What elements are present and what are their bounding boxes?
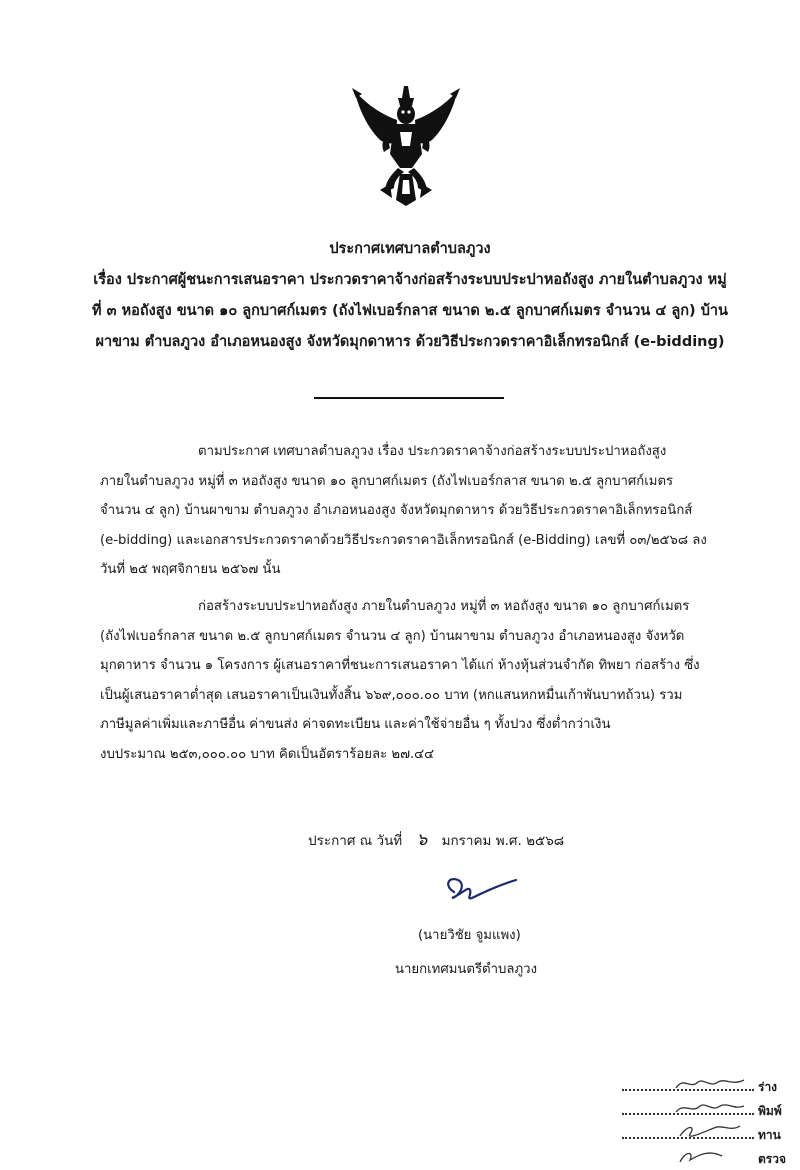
initials-scrawl [670,1146,750,1166]
initials-dotted-line [622,1137,754,1139]
announcement-day-handwritten: ๖ [416,830,428,850]
initials-scrawl [670,1098,750,1118]
initials-row [622,1074,800,1098]
title-block [70,234,750,358]
paragraph-1-line: วันที่ ๒๕ พฤศจิกายน ๒๕๖๗ นั้น [100,562,281,577]
paragraph-2-line: มุกดาหาร จำนวน ๑ โครงการ ผู้เสนอราคาที่ชนะการเสนอราคา ได้แก่ ห้างหุ้นส่วนจำกัด ทิพยา ก่อสร้าง ซึ่ง [100,658,700,673]
initials-label: ทาน [758,1128,781,1142]
title-divider [314,397,504,399]
announcement-date [308,826,564,853]
announcement-suffix: มกราคม พ.ศ. ๒๕๖๘ [441,833,565,849]
signer-position: นายกเทศมนตรีตำบลภูวง [395,962,538,977]
initials-row [622,1122,800,1146]
subject-line-3: ผาขาม ตำบลภูวง อำเภอหนองสูง จังหวัดมุกดาหาร ด้วยวิธีประกวดราคาอิเล็กทรอนิกส์ (e-bidding) [95,334,725,350]
initials-dotted-line [622,1113,754,1115]
initials-row [622,1146,800,1170]
paragraph-2 [100,592,720,769]
paragraph-1-line: จำนวน ๔ ลูก) บ้านผาขาม ตำบลภูวง อำเภอหนองสูง จังหวัดมุกดาหาร ด้วยวิธีประกวดราคาอิเล็กทรอนิกส์ [100,503,693,518]
initials-row [622,1098,800,1122]
signature-mark [440,872,520,912]
paragraph-2-line: เป็นผู้เสนอราคาต่ำสุด เสนอราคาเป็นเงินทั้งสิ้น ๖๖๙,๐๐๐.๐๐ บาท (หกแสนหกหมื่นเก้าพันบาทถ้วน) รวม [100,687,683,703]
subject-line-2: ที่ ๓ หอถังสูง ขนาด ๑๐ ลูกบาศก์เมตร (ถังไฟเบอร์กลาส ขนาด ๒.๕ ลูกบาศก์เมตร จำนวน ๔ ลูก) บ้าน [92,303,728,319]
signer-name: (นายวิชัย จูมแพง) [418,928,521,943]
paragraph-2-line: ภาษีมูลค่าเพิ่มและภาษีอื่น ค่าขนส่ง ค่าจดทะเบียน และค่าใช้จ่ายอื่น ๆ ทั้งปวง ซึ่งต่ำกว่าเงิน [100,717,611,732]
initials-label: ร่าง [758,1080,778,1094]
subject-line-1: เรื่อง ประกาศผู้ชนะการเสนอราคา ประกวดราคาจ้างก่อสร้างระบบประปาหอถังสูง ภายในตำบลภูวง หมู่ [93,272,727,288]
paragraph-1 [100,437,720,585]
announcement-prefix: ประกาศ ณ วันที่ [308,833,403,849]
initials-scrawl [670,1122,750,1142]
initials-box [622,1074,800,1164]
document-title: ประกาศเทศบาลตำบลภูวง [329,241,491,257]
paragraph-2-line: งบประมาณ ๒๕๓,๐๐๐.๐๐ บาท คิดเป็นอัตราร้อยละ ๒๗.๔๔ [100,746,435,762]
initials-dotted-line [622,1089,754,1091]
paragraph-2-line: (ถังไฟเบอร์กลาส ขนาด ๒.๕ ลูกบาศก์เมตร จำนวน ๔ ลูก) บ้านผาขาม ตำบลภูวง อำเภอหนองสูง จังหวัด [100,628,685,644]
paragraph-2-line: ก่อสร้างระบบประปาหอถังสูง ภายในตำบลภูวง หมู่ที่ ๓ หอถังสูง ขนาด ๑๐ ลูกบาศก์เมตร [198,599,690,614]
initials-scrawl [670,1074,750,1094]
paragraph-1-line: (e-bidding) และเอกสารประกวดราคาด้วยวิธีประกวดราคาอิเล็กทรอนิกส์ (e-Bidding) เลขที่ ๐๓/๒๕๖๘ ลง [100,532,707,548]
initials-label: พิมพ์ [758,1104,782,1118]
initials-label: ตรวจ [758,1152,787,1166]
paragraph-1-line: ตามประกาศ เทศบาลตำบลภูวง เรื่อง ประกวดราคาจ้างก่อสร้างระบบประปาหอถังสูง [198,444,667,459]
garuda-emblem-icon [350,84,462,206]
paragraph-1-line: ภายในตำบลภูวง หมู่ที่ ๓ หอถังสูง ขนาด ๑๐ ลูกบาศก์เมตร (ถังไฟเบอร์กลาส ขนาด ๒.๕ ลูกบาศก์เมตร [100,473,674,489]
